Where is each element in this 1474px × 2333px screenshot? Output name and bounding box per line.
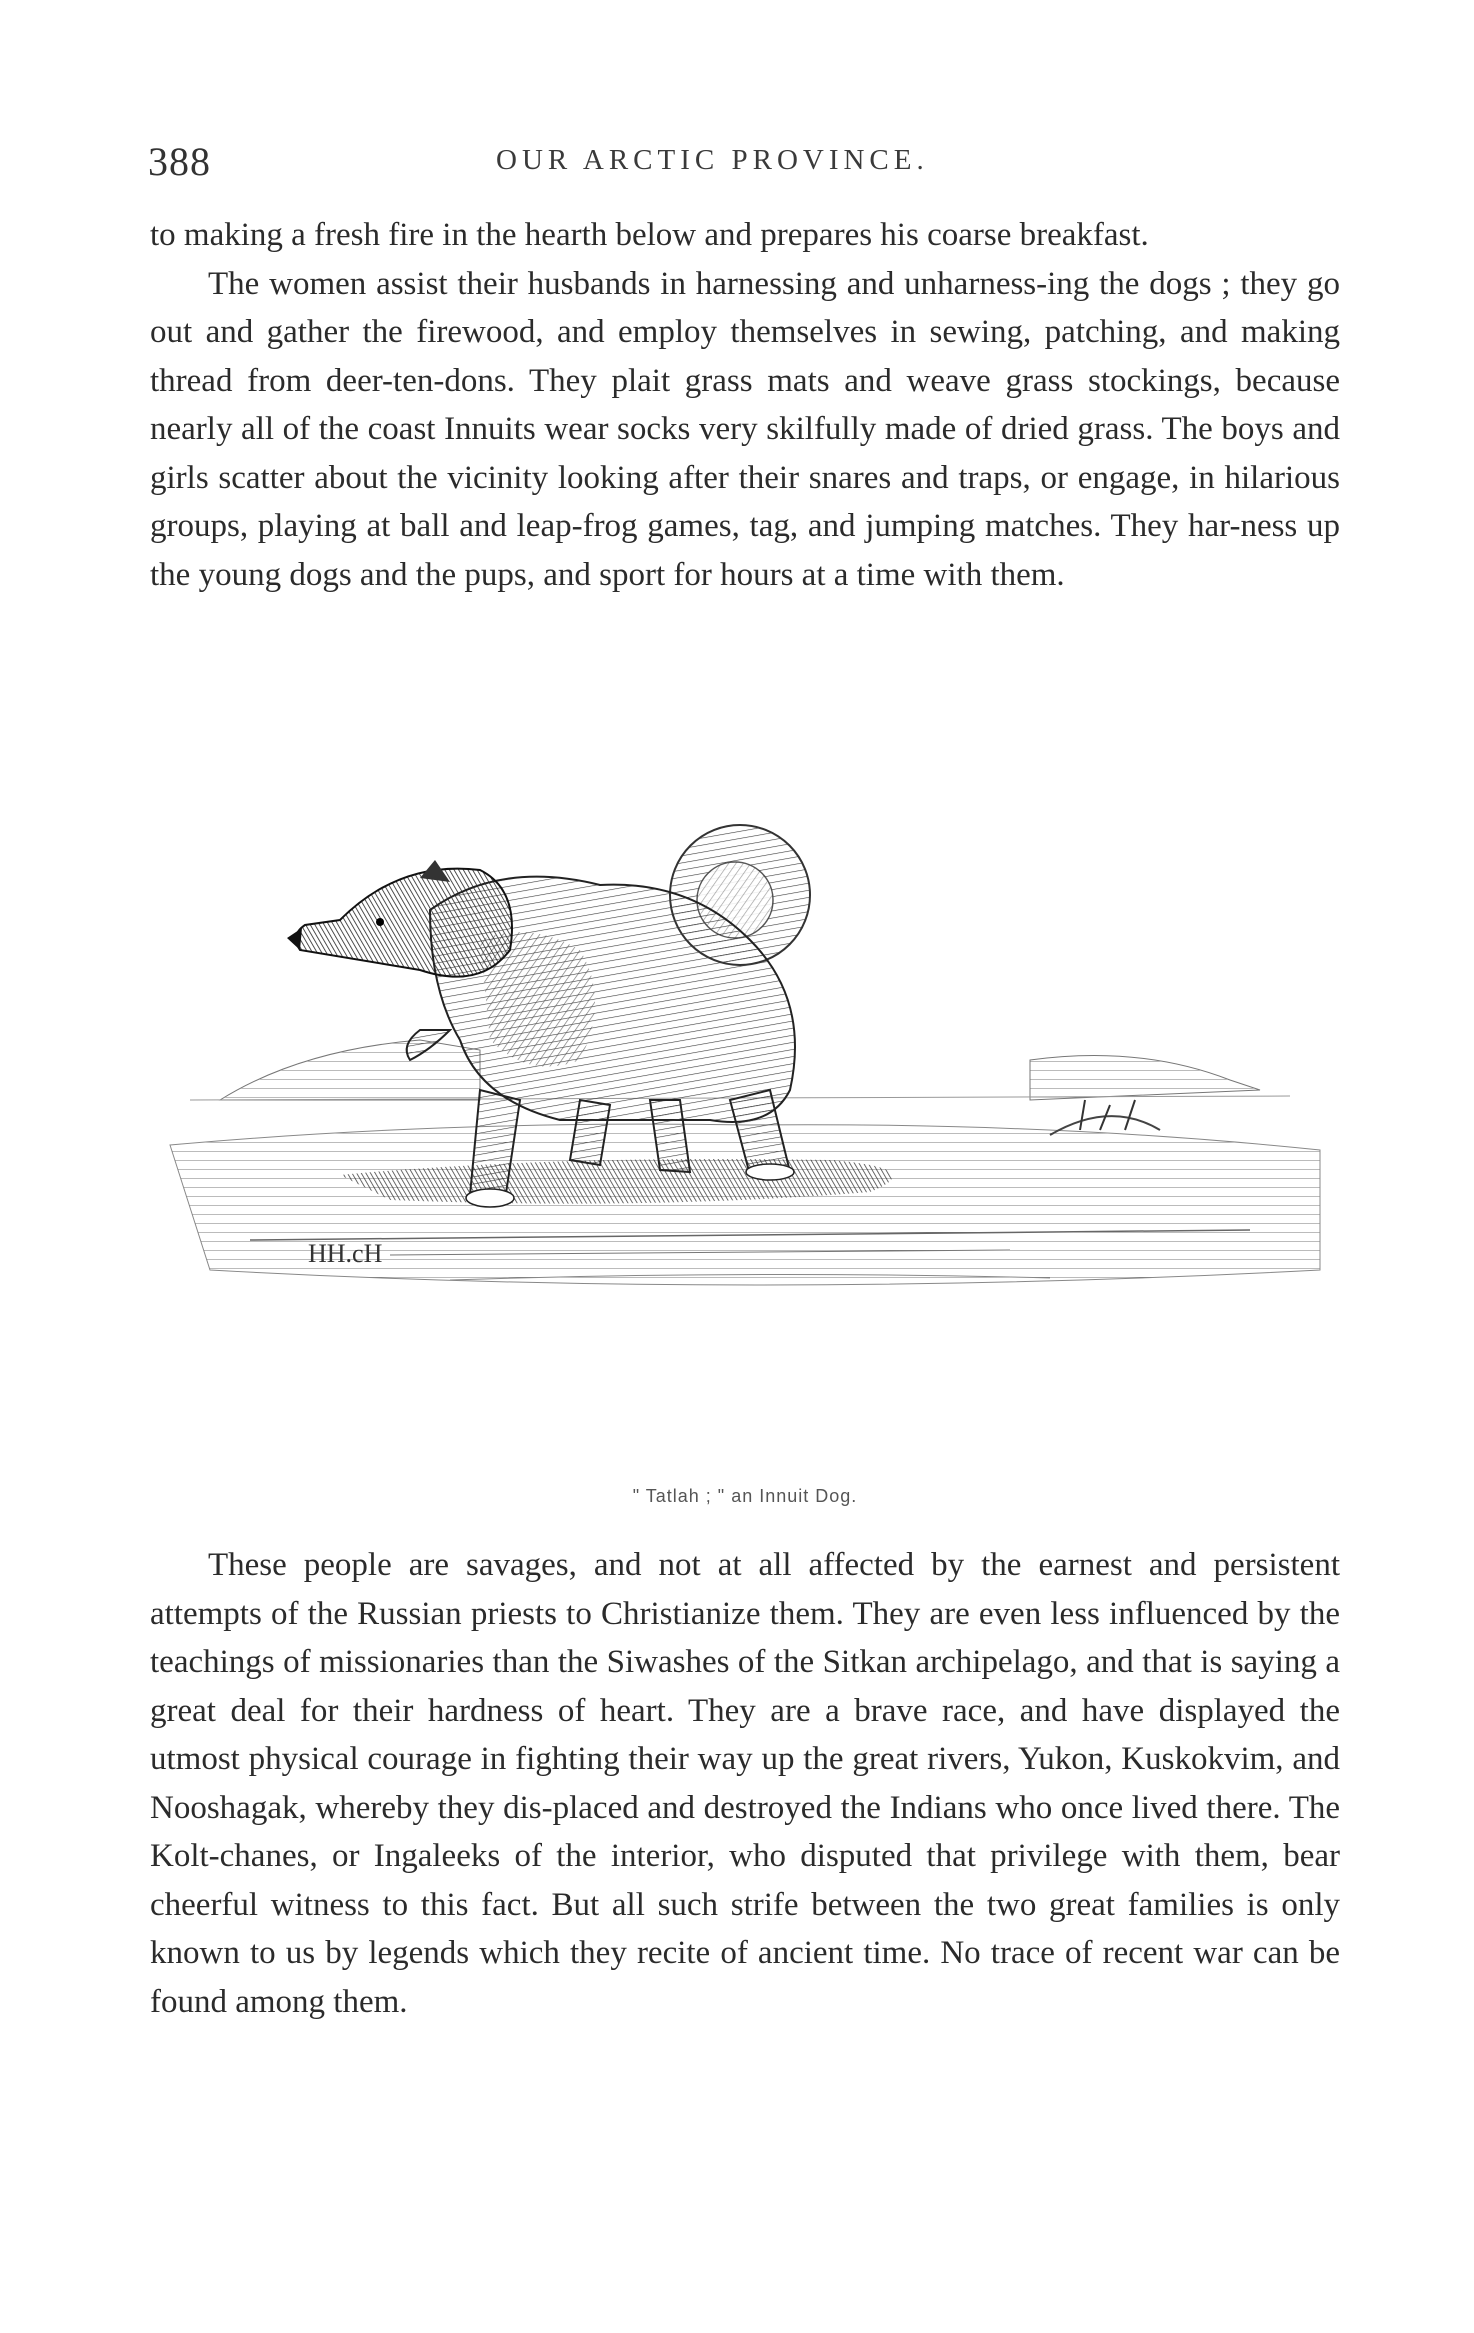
paragraph-continuation: to making a fresh fire in the hearth below and prepares his coarse breakfast. xyxy=(150,217,1149,253)
page-number: 388 xyxy=(148,139,211,184)
dog-head xyxy=(287,860,512,977)
dog-engraving-image xyxy=(150,800,1340,1480)
paragraph-women: The women assist their husbands in harnessing and unharness-ing the dogs ; they go out and gather the firewood, and employ themselves in sewing, patching, and making thread from deer-ten-dons. They plait grass mats and weave grass stockings, because nearly all of the coast Innuits wear socks very skilfully made of dried grass. The boys and girls scatter about the vicinity looking after their snares and traps, or engage, in hilarious groups, playing at ball and leap-frog games, tag, and jumping matches. They har-ness up the young dogs and the pups, and sport for hours at a time with them. xyxy=(150,265,1340,593)
dog-illustration-figure xyxy=(150,800,1340,1520)
engraver-monogram: HH.cH xyxy=(308,1239,383,1268)
running-head xyxy=(140,138,1340,188)
top-text-block xyxy=(150,211,1340,599)
paragraph-savages: These people are savages, and not at all affected by the earnest and persistent attempts of the Russian priests to Christianize them. They are even less influenced by the teachings of missionaries than the Siwashes of the Sitkan archipelago, and that is saying a great deal for their hardness of heart. They are a brave race, and have displayed the utmost physical courage in fighting their way up the great rivers, Yukon, Kuskokvim, and Nooshagak, whereby they dis-placed and destroyed the Indians who once lived there. The Kolt-chanes, or Ingaleeks of the interior, who disputed that privilege with them, bear cheerful witness to this fact. But all such strife between the two great families is only known to us by legends which they recite of ancient time. No trace of recent war can be found among them. xyxy=(150,1547,1340,2020)
running-title: OUR ARCTIC PROVINCE. xyxy=(496,144,929,176)
figure-caption: " Tatlah ; " an Innuit Dog. xyxy=(632,1486,858,1506)
bottom-text-block xyxy=(150,1541,1340,2026)
